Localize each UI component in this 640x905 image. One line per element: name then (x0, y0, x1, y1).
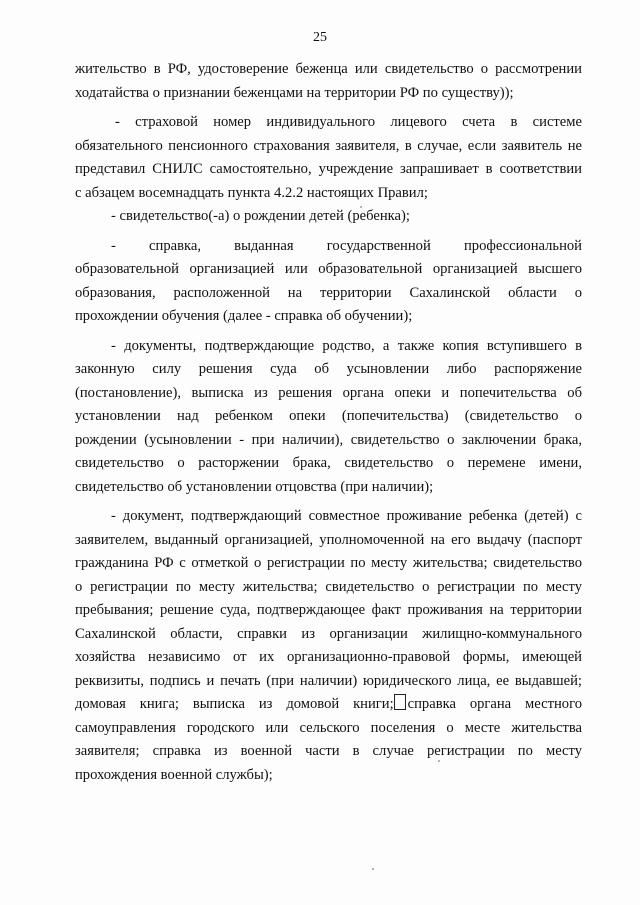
text-line: о регистрации по месту жительства; свидетельство о регистрации по месту (75, 578, 582, 595)
text-line (75, 693, 582, 717)
text-line: (постановление), выписка из решения органа опеки и попечительства об (75, 384, 582, 401)
text-line: прохождении обучения (далее - справка об обучении); (75, 308, 413, 324)
scan-speck (372, 868, 374, 870)
text-line: - свидетельство(-а) о рождении детей (ребенка); (111, 208, 410, 224)
text-line: Сахалинской области, справки из организации жилищно-коммунального (75, 625, 582, 642)
text-line: свидетельство о расторжении брака, свидетельство о перемене имени, (75, 455, 582, 471)
text-line: свидетельство об установлении отцовства (при наличии); (75, 478, 434, 495)
checkbox-mark-icon (394, 694, 406, 710)
text-line: - документы, подтверждающие родство, а также копия вступившего в (111, 337, 582, 354)
text-line: - страховой номер индивидуального лицевого счета в системе (115, 114, 582, 130)
text-line: хозяйства независимо от их организационно-правовой формы, имеющей (75, 649, 582, 665)
text-line: ходатайства о признании беженцами на территории РФ по существу)); (75, 84, 514, 101)
document-body (75, 58, 582, 787)
text-line: с абзацем восемнадцать пункта 4.2.2 настоящих Правил; (75, 184, 428, 201)
text-line: представил СНИЛС самостоятельно, учреждение запрашивает в соответствии (75, 161, 582, 177)
text-line: образования, расположенной на территории Сахалинской области о (75, 284, 582, 301)
text-line: прохождения военной службы); (75, 766, 273, 783)
text-line: жительство в РФ, удостоверение беженца или свидетельство о рассмотрении (75, 61, 582, 77)
text-line: законную силу решения суда об усыновлении либо распоряжение (75, 361, 582, 377)
text-line: заявителем, выданный организацией, уполномоченной на его выдачу (паспорт (75, 531, 582, 548)
text-line: самоуправления городского или сельского поселения о месте жительства (75, 719, 582, 736)
page-number: 25 (313, 30, 327, 45)
text-line: заявителя; справка из военной части в случае регистрации по месту (75, 743, 582, 759)
scan-speck (438, 760, 440, 762)
text-line: обязательного пенсионного страхования заявителя, в случае, если заявитель не (75, 137, 582, 154)
text-line: - документ, подтверждающий совместное проживание ребенка (детей) с (111, 508, 582, 524)
text-line: образовательной организацией или образовательной организацией высшего (75, 261, 582, 277)
text-segment: справка органа местного (407, 696, 582, 712)
text-line: реквизиты, подпись и печать (при наличии) юридического лица, ее выдавшей; (75, 672, 582, 689)
text-segment: домовая книга; выписка из домовой книги; (75, 696, 394, 712)
scan-speck (360, 206, 362, 208)
text-line: установлении над ребенком опеки (попечительства) (свидетельство о (75, 408, 582, 424)
text-line: пребывания; решение суда, подтверждающее факт проживания на территории (75, 602, 582, 618)
text-line: рождении (усыновлении - при наличии), свидетельство о заключении брака, (75, 431, 582, 448)
text-line: гражданина РФ с отметкой о регистрации по месту жительства; свидетельство (75, 555, 582, 571)
text-line: - справка, выданная государственной профессиональной (111, 237, 582, 254)
